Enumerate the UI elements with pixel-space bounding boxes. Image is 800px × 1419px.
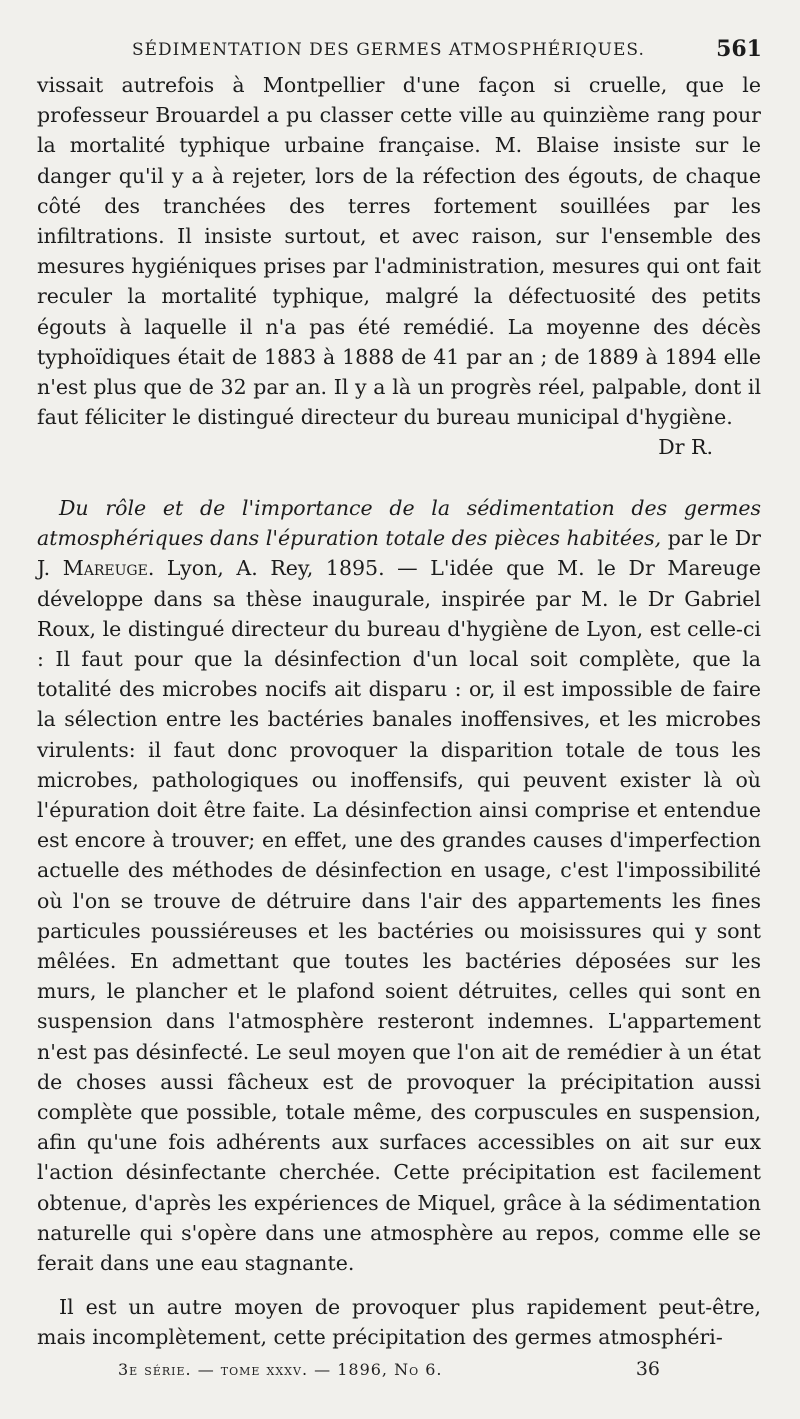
- series-info: 3e série. — tome xxxv. — 1896, No 6.: [118, 1360, 443, 1379]
- page-number: 561: [716, 36, 762, 62]
- page-footer: [118, 1358, 720, 1386]
- reviewer-signature: Dr R.: [658, 435, 713, 460]
- review-text: . Lyon, A. Rey, 1895. — L'idée que M. le Dr Mareuge développe dans sa thèse inaugurale, inspirée par M. le Dr Gabriel Roux, le distingué directeur du bureau d'hygiène de Lyon, est celle-ci : Il faut pour que la désinfection d'un local soit complète, que la totalité des microbes nocifs ait disparu : or, il est impossible de faire la sélection entre les bactéries banales inoffensives, et les microbes virulents: il faut donc provoquer la disparition totale de tous les microbes, pathologiques ou inoffensifs, qui peuvent exister là où l'épuration doit être faite. La désinfection ainsi comprise et entendue est encore à trouver; en effet, une des grandes causes d'imperfection actuelle des méthodes de désinfection en usage, c'est l'impossibilité où l'on se trouve de détruire dans l'air des appartements les fines particules poussiéreuses et les bactéries ou moisissures qui y sont mêlées. En admettant que toutes les bactéries déposées sur les murs, le plancher et le plafond soient détruites, celles qui sont en suspension dans l'atmosphère resteront indemnes. L'appartement n'est pas désinfecté. Le seul moyen que l'on ait de remédier à un état de choses aussi fâcheux est de provoquer la précipitation aussi complète que possible, totale même, des corpuscules en suspension, afin qu'une fois adhérents aux surfaces accessibles on ait sur eux l'action désinfectante cherchée. Cette précipitation est facilement obtenue, d'après les expériences de Miquel, grâce à la sédimentation naturelle qui s'opère dans une atmosphère au repos, comme elle se ferait dans une eau stagnante.: [37, 556, 761, 1276]
- book-title: Du rôle et de l'importance de la sédimentation des germes atmosphériques dans l'épuration totale des pièces habitées,: [37, 496, 761, 551]
- paragraph-continuation: [37, 70, 761, 463]
- paragraph-text: Il est un autre moyen de provoquer plus rapidement peut-être, mais incomplètement, cette précipitation des germes atmosphéri-: [37, 1295, 761, 1350]
- page-header: [36, 34, 764, 66]
- author-prefix: par le Dr: [661, 526, 761, 551]
- signature-mark: 36: [635, 1358, 660, 1380]
- book-author: J. Mareuge: [37, 556, 148, 581]
- closing-paragraph: [37, 1292, 761, 1352]
- paragraph-text: vissait autrefois à Montpellier d'une façon si cruelle, que le professeur Brouardel a pu classer cette ville au quinzième rang pour la mortalité typhique urbaine française. M. Blaise insiste sur le danger qu'il y a à rejeter, lors de la réfection des égouts, de chaque côté des tranchées des terres fortement souillées par les infiltrations. Il insiste surtout, et avec raison, sur l'ensemble des mesures hygiéniques prises par l'administration, mesures qui ont fait reculer la mortalité typhique, malgré la défectuosité des petits égouts à laquelle il n'a pas été remédié. La moyenne des décès typhoïdiques était de 1883 à 1888 de 41 par an ; de 1889 à 1894 elle n'est plus que de 32 par an. Il y a là un progrès réel, palpable, dont il faut féliciter le distingué directeur du bureau municipal d'hygiène.: [37, 73, 761, 430]
- review-paragraph: [37, 493, 761, 1278]
- running-title: SÉDIMENTATION DES GERMES ATMOSPHÉRIQUES.: [132, 40, 645, 60]
